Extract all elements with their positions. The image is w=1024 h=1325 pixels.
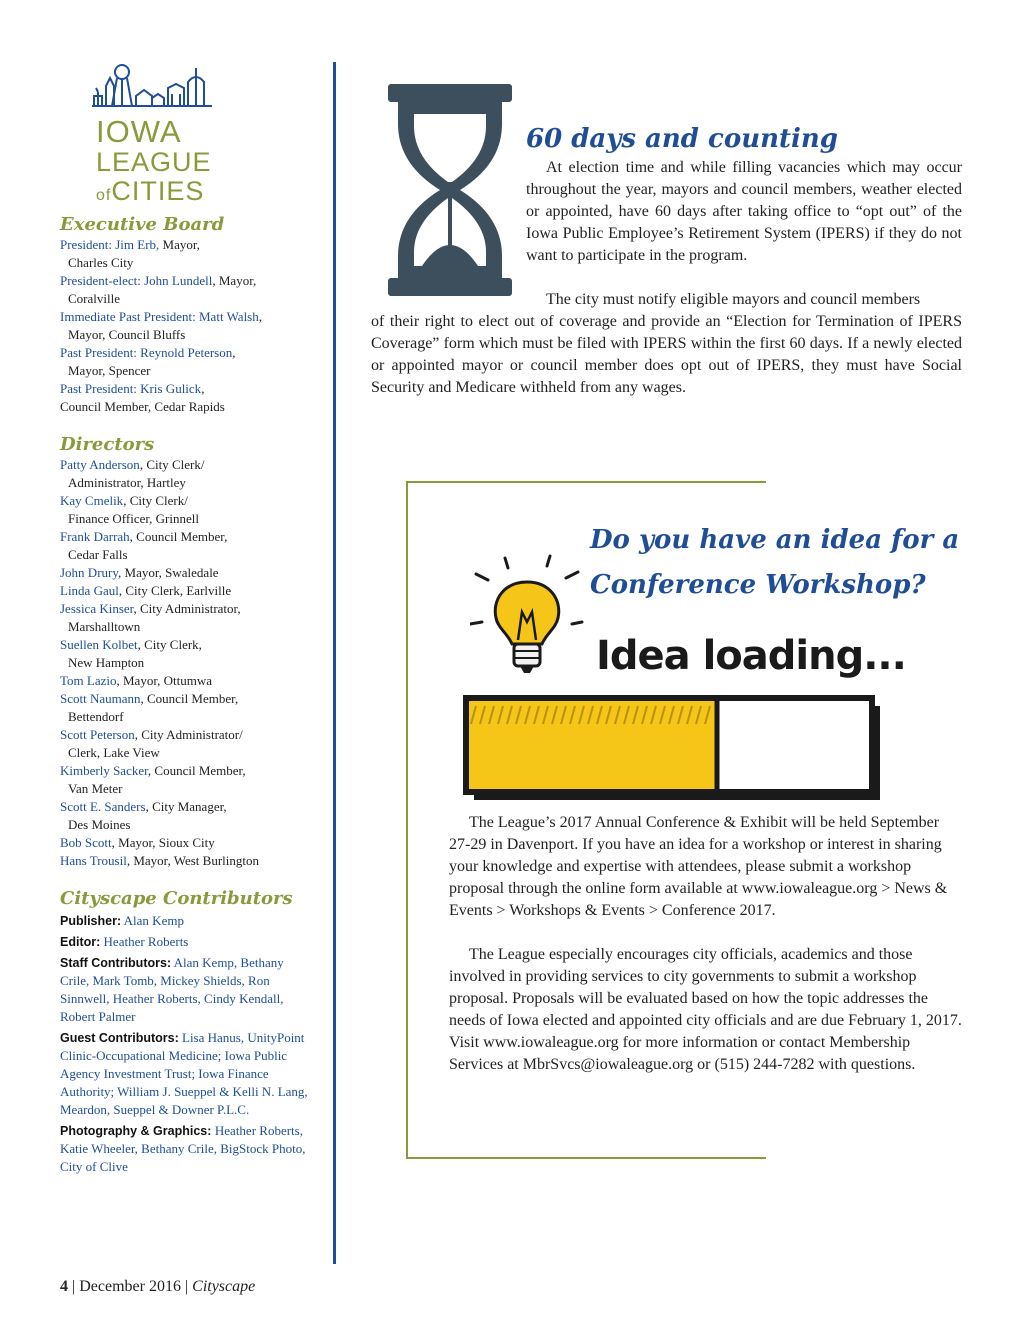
contributor-value: Alan Kemp bbox=[121, 913, 184, 928]
entry-role: , bbox=[232, 345, 236, 360]
contributor-value: Alan Kemp, Bethany Crile, Mark Tomb, Mickey Shields, Ron Sinnwell, Heather Roberts, Cindy Kendall, Robert Palmer bbox=[60, 955, 284, 1024]
entry-location: Bettendorf bbox=[68, 709, 124, 724]
entry-role: Council Member, Cedar Rapids bbox=[60, 399, 225, 414]
logo-line-league: LEAGUE bbox=[96, 147, 212, 177]
entry-role: , Mayor, West Burlington bbox=[126, 853, 259, 868]
entry-location: Marshalltown bbox=[68, 619, 141, 634]
loading-progress-bar bbox=[462, 694, 884, 804]
entry-role: , City Clerk/ bbox=[123, 493, 188, 508]
entry-name: Kimberly Sacker bbox=[60, 763, 148, 778]
entry-name: President-elect: John Lundell bbox=[60, 273, 213, 288]
column-divider bbox=[333, 62, 336, 1264]
sidebar-entry bbox=[60, 582, 308, 600]
article2-title: Do you have an idea for a Conference Workshop? bbox=[590, 525, 960, 600]
sidebar-entry bbox=[60, 690, 308, 726]
contributors-list bbox=[60, 912, 308, 1176]
sidebar-entry bbox=[60, 492, 308, 528]
article2-paragraph1: The League’s 2017 Annual Conference & Exhibit will be held September 27-29 in Davenport. If you have an idea for a workshop or interest in sharing your knowledge and expertise with attendees, please submit a workshop proposal through the online form available at www.iowaleague.org > News & Events > Workshops & Events > Conference 2017. bbox=[449, 814, 948, 919]
entry-location: Des Moines bbox=[68, 817, 131, 832]
entry-role: , Council Member, bbox=[140, 691, 239, 706]
entry-role: , City Clerk, bbox=[137, 637, 202, 652]
executive-board-list bbox=[60, 236, 308, 416]
entry-location: Cedar Falls bbox=[68, 547, 128, 562]
entry-name: Linda Gaul bbox=[60, 583, 119, 598]
sidebar-entry bbox=[60, 798, 308, 834]
sidebar-entry bbox=[60, 600, 308, 636]
logo-of: of bbox=[96, 187, 112, 204]
entry-role: , Mayor, bbox=[212, 273, 257, 288]
sidebar-entry bbox=[60, 456, 308, 492]
sidebar-entry bbox=[60, 564, 308, 582]
entry-role: , Mayor, Ottumwa bbox=[116, 673, 213, 688]
entry-role: Mayor, bbox=[159, 237, 200, 252]
contributor-value: Heather Roberts, Katie Wheeler, Bethany Crile, BigStock Photo, City of Clive bbox=[60, 1123, 306, 1174]
contributor-value: Lisa Hanus, UnityPoint Clinic-Occupational Medicine; Iowa Public Agency Investment Trust; Iowa Finance Authority; William J. Sueppel & Kelli N. Lang, Meardon, Sueppel & Downer P.L.C. bbox=[60, 1030, 308, 1117]
article1-paragraph1: At election time and while filling vacancies which may occur throughout the year, mayors and council members, weather elected or appointed, have 60 days after taking office to “opt out” of the Iowa Public Employee’s Retirement System (IPERS) if they do not want to participate in the program. bbox=[526, 159, 962, 264]
entry-name: President: Jim Erb, bbox=[60, 237, 160, 252]
sidebar bbox=[60, 214, 308, 1179]
box-bottom-rule bbox=[406, 1157, 766, 1159]
entry-location: Mayor, Council Bluffs bbox=[68, 327, 186, 342]
entry-name: Hans Trousil bbox=[60, 853, 127, 868]
entry-name: Past President: Reynold Peterson bbox=[60, 345, 233, 360]
entry-location: Van Meter bbox=[68, 781, 123, 796]
page-footer bbox=[60, 1278, 255, 1296]
contributor-item bbox=[60, 912, 308, 930]
entry-location: Clerk, Lake View bbox=[68, 745, 160, 760]
sidebar-entry bbox=[60, 380, 308, 398]
entry-role: , bbox=[201, 381, 205, 396]
contributors-title: Cityscape Contributors bbox=[60, 888, 293, 909]
entry-role: , Council Member, bbox=[129, 529, 228, 544]
contributor-item: Photography & Graphics: Heather Roberts, Katie Wheeler, Bethany Crile, BigStock Photo, City of Clive bbox=[60, 1123, 306, 1174]
executive-board-title: Executive Board bbox=[60, 214, 225, 235]
entry-location: Finance Officer, Grinnell bbox=[68, 511, 199, 526]
sidebar-entry bbox=[60, 272, 308, 308]
sidebar-entry bbox=[60, 852, 308, 870]
entry-name: Scott E. Sanders bbox=[60, 799, 146, 814]
sidebar-entry bbox=[60, 528, 308, 564]
sidebar-entry bbox=[60, 762, 308, 798]
sidebar-entry bbox=[60, 636, 308, 672]
entry-location: New Hampton bbox=[68, 655, 145, 670]
footer-sep-1: | bbox=[68, 1278, 80, 1295]
contributor-item bbox=[60, 954, 308, 1026]
sidebar-entry bbox=[60, 236, 308, 272]
entry-role: , City Manager, bbox=[145, 799, 227, 814]
contributor-label: Photography & Graphics bbox=[60, 1124, 208, 1138]
article1-paragraph2-cont: of their right to elect out of coverage and provide an “Election for Termination of IPERS Coverage” form which must be filed with IPERS within the first 60 days. If a newly elected or appointed mayor or council member does opt out of IPERS, they must have Social Security and Medicare withheld from any wages. bbox=[371, 313, 962, 396]
entry-name: Kay Cmelik bbox=[60, 493, 124, 508]
logo-cities: CITIES bbox=[111, 176, 205, 206]
contributor-label: Staff Contributors: bbox=[60, 956, 172, 970]
contributor-label: Guest Contributors: bbox=[60, 1031, 179, 1045]
entry-location: Administrator, Hartley bbox=[68, 475, 186, 490]
entry-name: Patty Anderson bbox=[60, 457, 140, 472]
iowa-league-logo bbox=[92, 58, 220, 210]
contributor-item bbox=[60, 1029, 308, 1119]
entry-role: , City Administrator/ bbox=[134, 727, 243, 742]
sidebar-entry bbox=[60, 726, 308, 762]
footer-sep-2: | bbox=[180, 1278, 193, 1295]
box-top-rule bbox=[406, 481, 766, 483]
entry-location: Mayor, Spencer bbox=[68, 363, 151, 378]
article1-title: 60 days and counting bbox=[526, 124, 838, 154]
sidebar-entry bbox=[60, 834, 308, 852]
directors-title: Directors bbox=[60, 434, 155, 455]
footer-publication: Cityscape bbox=[192, 1278, 256, 1295]
entry-name: Frank Darrah bbox=[60, 529, 130, 544]
idea-loading-text: Idea loading... bbox=[596, 633, 906, 679]
contributor-label: Publisher: bbox=[60, 914, 122, 928]
entry-name: Past President: Kris Gulick bbox=[60, 381, 202, 396]
entry-role: , City Administrator, bbox=[133, 601, 241, 616]
sidebar-entry bbox=[60, 308, 308, 344]
entry-name: Scott Peterson bbox=[60, 727, 135, 742]
entry-name: Immediate Past President: Matt Walsh bbox=[60, 309, 259, 324]
hourglass-icon bbox=[388, 84, 512, 296]
contributor-item bbox=[60, 933, 308, 951]
entry-role: , Council Member, bbox=[147, 763, 246, 778]
sidebar-entry bbox=[60, 344, 308, 380]
lightbulb-icon bbox=[470, 552, 585, 677]
entry-role: , Mayor, Sioux City bbox=[111, 835, 215, 850]
entry-role: , City Clerk, Earlville bbox=[118, 583, 232, 598]
page-number: 4 bbox=[60, 1278, 68, 1295]
article2-paragraph2: The League especially encourages city officials, academics and those involved in providing services to city governments to submit a workshop proposal. Proposals will be evaluated based on how the topic addresses the needs of Iowa elected and appointed city officials and are due February 1, 2017. Visit www.iowaleague.org for more information or contact Membership Services at MbrSvcs@iowaleague.org or (515) 244-7282 with questions. bbox=[449, 946, 962, 1073]
entry-name: Jessica Kinser bbox=[60, 601, 134, 616]
footer-date: December 2016 bbox=[79, 1278, 181, 1295]
entry-name: Scott Naumann bbox=[60, 691, 141, 706]
directors-list bbox=[60, 456, 308, 870]
contributor-label: Editor: bbox=[60, 935, 101, 949]
article1-paragraph2-start: The city must notify eligible mayors and council members bbox=[546, 291, 921, 308]
sidebar-entry bbox=[60, 398, 308, 416]
entry-role: , City Clerk/ bbox=[139, 457, 205, 472]
sidebar-entry bbox=[60, 672, 308, 690]
contributor-value: Heather Roberts bbox=[100, 934, 189, 949]
entry-name: Suellen Kolbet bbox=[60, 637, 138, 652]
entry-name: John Drury bbox=[60, 565, 119, 580]
logo-line-cities bbox=[96, 178, 204, 205]
skyline-icon bbox=[92, 58, 220, 118]
entry-location: Coralville bbox=[68, 291, 120, 306]
entry-role: , bbox=[258, 309, 262, 324]
logo-line-iowa: IOWA bbox=[96, 114, 182, 149]
box-left-rule bbox=[406, 481, 408, 1159]
entry-name: Bob Scott bbox=[60, 835, 112, 850]
entry-role: , Mayor, Swaledale bbox=[118, 565, 219, 580]
entry-name: Tom Lazio bbox=[60, 673, 117, 688]
entry-location: Charles City bbox=[68, 255, 134, 270]
